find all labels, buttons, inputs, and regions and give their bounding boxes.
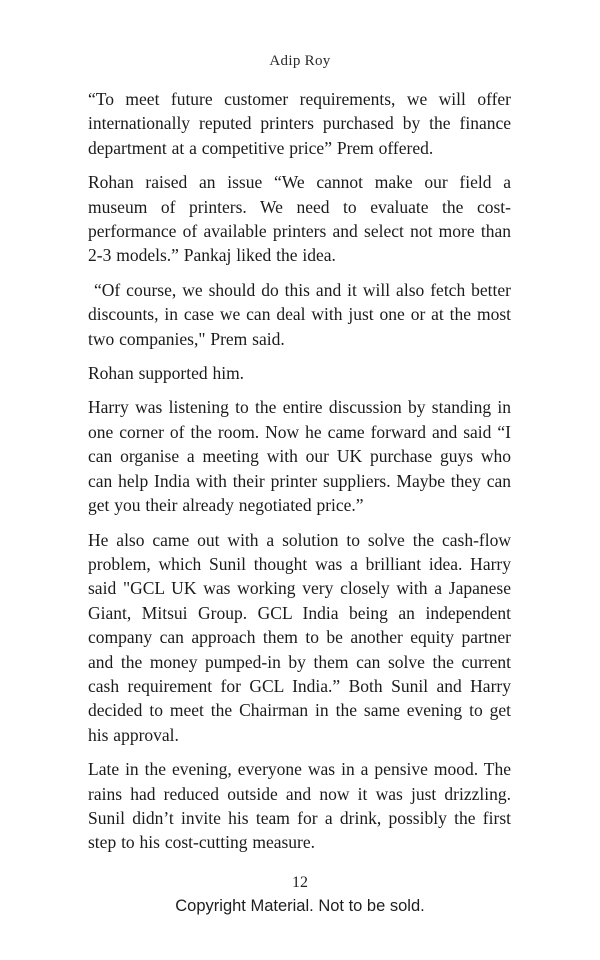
- copyright-notice: Copyright Material. Not to be sold.: [175, 897, 425, 915]
- paragraph: Harry was listening to the entire discussion by standing in one corner of the room. Now he came forward and said “I can organise a meeting with our UK purchase guys who can help India with their printer suppliers. Maybe they can get you their already negotiated price.”: [88, 397, 511, 516]
- paragraph: Rohan supported him.: [88, 363, 245, 384]
- page-number: 12: [292, 874, 308, 891]
- paragraph: “To meet future customer requirements, we will offer internationally reputed printers purchased by the finance department at a competitive price” Prem offered.: [88, 89, 511, 158]
- running-head-author: Adip Roy: [269, 53, 331, 69]
- paragraph: “Of course, we should do this and it will also fetch better discounts, in case we can deal with just one or at the most two companies," Prem said.: [88, 279, 511, 349]
- paragraph: Rohan raised an issue “We cannot make our field a museum of printers. We need to evaluate the cost-performance of available printers and select not more than 2-3 models.” Pankaj liked the idea.: [88, 172, 511, 266]
- paragraph: Late in the evening, everyone was in a pensive mood. The rains had reduced outside and now it was just drizzling. Sunil didn’t invite his team for a drink, possibly the first step to his cost-cutting measure.: [88, 759, 511, 853]
- body-text: [88, 87, 511, 865]
- paragraph: He also came out with a solution to solve the cash-flow problem, which Sunil thought was a brilliant idea. Harry said "GCL UK was working very closely with a Japanese Giant, Mitsui Group. GCL India being an independent company can approach them to be another equity partner and the money pumped-in by them can solve the current cash requirement for GCL India.” Both Sunil and Harry decided to meet the Chairman in the same evening to get his approval.: [88, 529, 511, 745]
